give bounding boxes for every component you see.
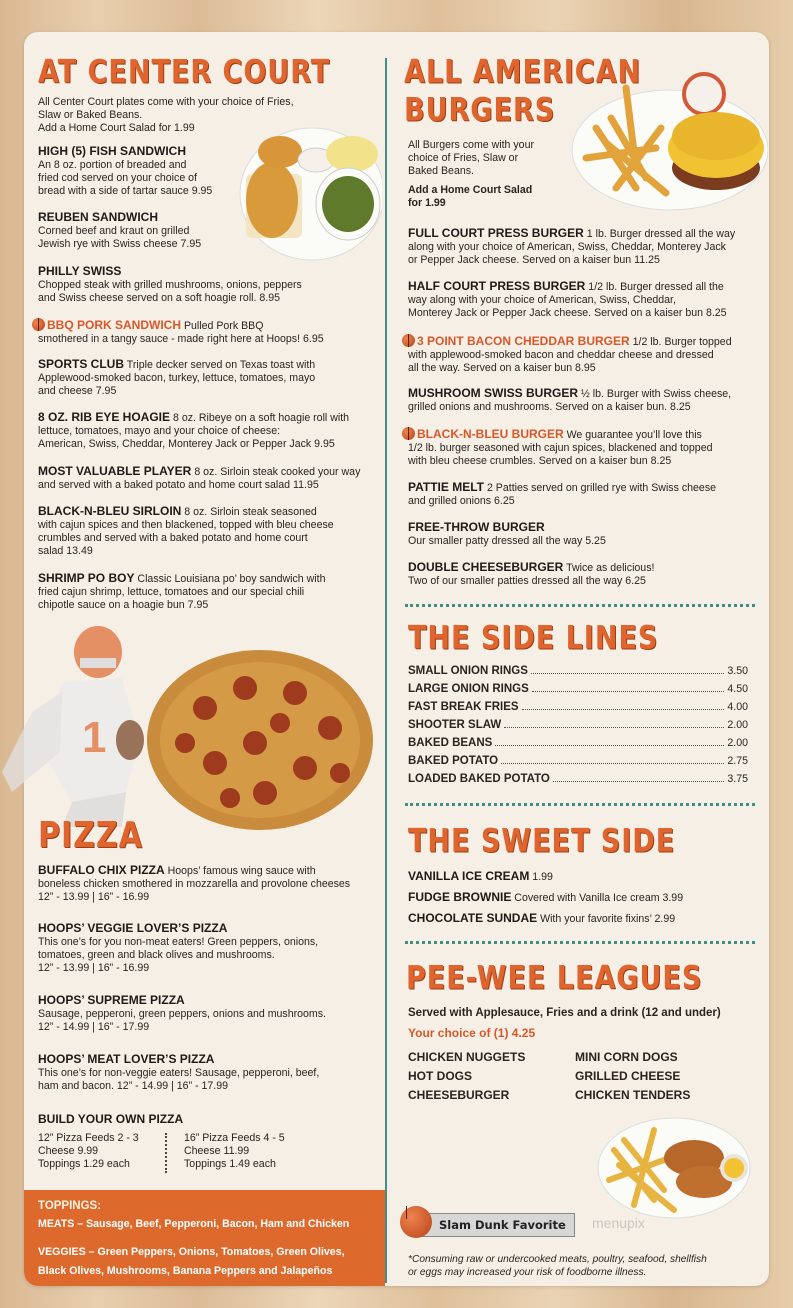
item-desc: 1.99 — [532, 871, 553, 883]
item-sports-club — [38, 358, 383, 398]
item-desc: grilled onions and mushrooms. Served on a kaiser bun. 8.25 — [408, 401, 691, 413]
item-name: BBQ PORK SANDWICH — [47, 318, 181, 332]
byo-title: BUILD YOUR OWN PIZZA — [38, 1112, 184, 1126]
basketball-icon — [402, 334, 415, 347]
item-desc: lettuce, tomatoes, mayo and your choice of cheese: — [38, 425, 281, 437]
item-desc: boneless chicken smothered in mozzarella and provolone cheeses — [38, 878, 351, 890]
item-desc: Sausage, pepperoni, green peppers, onions and mushrooms. — [38, 1008, 326, 1020]
byo-line: Toppings 1.49 each — [184, 1158, 276, 1170]
disclaimer-line: or eggs may increased your risk of foodborne illness. — [408, 1267, 647, 1278]
item-name: SPORTS CLUB — [38, 357, 125, 371]
item-name: HALF COURT PRESS BURGER — [408, 279, 586, 293]
item-desc: 2 Patties served on grilled rye with Swiss cheese — [486, 482, 717, 494]
basketball-icon — [402, 427, 415, 440]
item-meat-lover — [38, 1053, 383, 1093]
item-name: BUFFALO CHIX PIZZA — [38, 863, 165, 877]
side-row — [408, 737, 748, 749]
burger-plate-image — [566, 68, 768, 214]
item-rib-eye — [38, 411, 383, 451]
leader-dots — [531, 665, 724, 674]
toppings-meats: MEATS – Sausage, Beef, Pepperoni, Bacon, Ham and Chicken — [38, 1218, 350, 1230]
pee-wee-item: CHEESEBURGER — [408, 1088, 510, 1102]
side-row — [408, 719, 748, 731]
item-desc: Covered with Vanilla Ice cream 3.99 — [514, 892, 684, 904]
pee-wee-item: MINI CORN DOGS — [575, 1050, 678, 1064]
intro-line: Add a Home Court Salad — [408, 184, 533, 196]
item-desc: 8 oz. Sirloin steak cooked your way — [194, 466, 361, 478]
leader-dots — [501, 755, 724, 764]
item-desc: all the way. Served on a kaiser bun 8.95 — [408, 362, 596, 374]
item-fish-sandwich — [38, 145, 248, 198]
item-black-bleu-sirloin — [38, 505, 383, 558]
item-shrimp-po-boy — [38, 572, 383, 612]
side-name: SMALL ONION RINGS — [408, 665, 528, 677]
side-row — [408, 683, 748, 695]
item-desc: Monterey Jack or Pepper Jack cheese. Served on a kaiser bun 8.25 — [408, 307, 727, 319]
chicken-tenders-icon — [594, 1110, 754, 1222]
item-desc: and served with a baked potato and home court salad 11.95 — [38, 479, 319, 491]
item-desc: fried cod served on your choice of — [38, 172, 197, 184]
pee-wee-item: GRILLED CHEESE — [575, 1069, 681, 1083]
fish-plate-image — [236, 122, 382, 266]
toppings-veggies: Black Olives, Mushrooms, Banana Peppers and Jalapeños — [38, 1265, 333, 1277]
item-bbq-pork — [32, 318, 382, 346]
side-price: 4.50 — [727, 683, 748, 695]
item-desc: Hoops’ famous wing sauce with — [167, 865, 316, 877]
item-desc: This one’s for you non-meat eaters! Green peppers, onions, — [38, 936, 319, 948]
item-name: MUSHROOM SWISS BURGER — [408, 386, 579, 400]
side-price: 2.00 — [727, 719, 748, 731]
leader-dots — [522, 701, 725, 710]
item-desc: Two of our smaller patties dressed all the way 6.25 — [408, 575, 646, 587]
toppings-veggies: VEGGIES – Green Peppers, Onions, Tomatoes, Green Olives, — [38, 1246, 345, 1258]
intro-line: All Burgers come with your — [408, 139, 534, 151]
item-name: PHILLY SWISS — [38, 264, 122, 278]
item-pattie-melt — [408, 481, 768, 508]
jersey-number: 1 — [82, 713, 107, 762]
byo-line: Cheese 11.99 — [184, 1145, 250, 1157]
item-desc: Jewish rye with Swiss cheese 7.95 — [38, 238, 202, 250]
item-name: FUDGE BROWNIE — [408, 890, 512, 904]
item-desc: with applewood-smoked bacon and cheddar cheese and dressed — [408, 349, 714, 361]
item-desc: This one’s for non-veggie eaters! Sausage, pepperoni, beef, — [38, 1067, 320, 1079]
intro-line: choice of Fries, Slaw or — [408, 152, 519, 164]
leader-dots — [532, 683, 725, 692]
intro-line: for 1.99 — [408, 197, 446, 209]
item-name: HOOPS’ SUPREME PIZZA — [38, 993, 185, 1007]
section-divider — [405, 941, 755, 944]
side-lines-title: THE SIDE LINES — [408, 620, 659, 657]
side-row — [408, 701, 748, 713]
basketball-icon — [32, 318, 45, 331]
burgers-intro — [408, 139, 534, 178]
side-name: BAKED BEANS — [408, 737, 493, 749]
side-price: 2.00 — [727, 737, 748, 749]
item-desc: ½ lb. Burger with Swiss cheese, — [580, 388, 732, 400]
side-row — [408, 755, 748, 767]
byo-line: 12” Pizza Feeds 2 - 3 — [38, 1132, 139, 1144]
leader-dots — [553, 773, 725, 782]
leader-dots — [504, 719, 724, 728]
side-price: 4.00 — [727, 701, 748, 713]
item-desc: Chopped steak with grilled mushrooms, onions, peppers — [38, 279, 302, 291]
item-name: HIGH (5) FISH SANDWICH — [38, 144, 186, 158]
item-name: CHOCOLATE SUNDAE — [408, 911, 538, 925]
side-name: FAST BREAK FRIES — [408, 701, 519, 713]
item-bacon-cheddar — [402, 334, 768, 375]
disclaimer-line: *Consuming raw or undercooked meats, poultry, seafood, shellfish — [408, 1254, 707, 1265]
item-name: 3 POINT BACON CHEDDAR BURGER — [417, 334, 630, 348]
byo-line: Toppings 1.29 each — [38, 1158, 130, 1170]
item-desc: with bleu cheese crumbles. Served on a kaiser bun 8.25 — [408, 455, 672, 467]
basketball-icon — [400, 1206, 432, 1238]
item-mvp — [38, 465, 383, 492]
side-price: 2.75 — [727, 755, 748, 767]
pee-wee-item: HOT DOGS — [408, 1069, 473, 1083]
burgers-salad-note — [408, 184, 532, 210]
item-name: DOUBLE CHEESEBURGER — [408, 560, 564, 574]
chicken-tenders-image — [594, 1110, 754, 1222]
item-free-throw — [408, 521, 768, 548]
byo-pizza — [38, 1113, 383, 1127]
item-desc: and grilled onions 6.25 — [408, 495, 515, 507]
fish-plate-icon — [236, 122, 382, 266]
item-desc: and cheese 7.95 — [38, 385, 117, 397]
item-desc: with cajun spices and then blackened, topped with bleu cheese — [38, 519, 334, 531]
item-desc: 1/2 lb. Burger topped — [632, 336, 732, 348]
item-name: HOOPS’ VEGGIE LOVER’S PIZZA — [38, 921, 228, 935]
sweet-item — [408, 891, 768, 905]
item-desc: We guarantee you’ll love this — [566, 429, 702, 441]
item-desc: along with your choice of American, Swiss, Cheddar, Monterey Jack — [408, 241, 726, 253]
intro-line: All Center Court plates come with your choice of Fries, — [38, 96, 294, 108]
item-desc: 1/2 lb. Burger dressed all the — [588, 281, 724, 293]
slam-dunk-legend: Slam Dunk Favorite — [418, 1213, 575, 1237]
item-name: BLACK-N-BLEU SIRLOIN — [38, 504, 182, 518]
item-buffalo-chix — [38, 864, 383, 904]
item-desc: Corned beef and kraut on grilled — [38, 225, 190, 237]
item-veggie-lover — [38, 922, 383, 975]
item-desc: Twice as delicious! — [566, 562, 655, 574]
byo-divider — [165, 1133, 167, 1173]
byo-16-inch — [184, 1132, 314, 1171]
item-desc: An 8 oz. portion of breaded and — [38, 159, 187, 171]
side-price: 3.50 — [727, 665, 748, 677]
item-desc: Pulled Pork BBQ — [183, 320, 264, 332]
center-court-title: AT CENTER COURT — [38, 54, 331, 91]
item-desc: Our smaller patty dressed all the way 5.25 — [408, 535, 606, 547]
toppings-title: TOPPINGS: — [38, 1200, 102, 1212]
item-name: FULL COURT PRESS BURGER — [408, 226, 584, 240]
sweet-side-title: THE SWEET SIDE — [408, 823, 676, 860]
side-name: LARGE ONION RINGS — [408, 683, 529, 695]
side-row — [408, 665, 748, 677]
watermark: menupix — [592, 1215, 645, 1231]
item-desc: chipotle sauce on a hoagie bun 7.95 — [38, 599, 209, 611]
intro-line: Baked Beans. — [408, 165, 474, 177]
item-name: MOST VALUABLE PLAYER — [38, 464, 192, 478]
item-supreme — [38, 994, 383, 1034]
byo-line: 16” Pizza Feeds 4 - 5 — [184, 1132, 285, 1144]
item-desc: American, Swiss, Cheddar, Monterey Jack or Pepper Jack 9.95 — [38, 438, 335, 450]
item-desc: fried cajun shrimp, lettuce, tomatoes and our special chili — [38, 586, 305, 598]
pizza-image — [145, 648, 375, 833]
item-name: FREE-THROW BURGER — [408, 520, 545, 534]
section-divider — [405, 604, 755, 607]
item-desc: smothered in a tangy sauce - made right here at Hoops! 6.95 — [38, 333, 324, 345]
leader-dots — [495, 737, 724, 746]
disclaimer — [408, 1253, 768, 1279]
toppings-panel — [24, 1190, 385, 1286]
pee-wee-title: PEE-WEE LEAGUES — [406, 960, 703, 997]
pee-wee-item: CHICKEN TENDERS — [575, 1088, 691, 1102]
side-name: BAKED POTATO — [408, 755, 499, 767]
item-price: 12” - 13.99 | 16” - 16.99 — [38, 962, 150, 974]
item-desc: Classic Louisiana po’ boy sandwich with — [137, 573, 326, 585]
item-desc: 8 oz. Ribeye on a soft hoagie roll with — [172, 412, 350, 424]
pee-wee-item: CHICKEN NUGGETS — [408, 1050, 526, 1064]
intro-line: Slaw or Baked Beans. — [38, 109, 143, 121]
item-price: 12” - 14.99 | 16” - 17.99 — [38, 1021, 150, 1033]
pizza-icon — [145, 648, 375, 833]
byo-line: Cheese 9.99 — [38, 1145, 99, 1157]
item-desc: 8 oz. Sirloin steak seasoned — [184, 506, 317, 518]
intro-line: Add a Home Court Salad for 1.99 — [38, 122, 195, 134]
item-black-bleu-burger — [402, 427, 768, 468]
column-divider — [385, 58, 387, 1283]
item-desc: salad 13.49 — [38, 545, 93, 557]
side-row — [408, 773, 748, 785]
item-desc: Applewood-smoked bacon, turkey, lettuce, tomatoes, mayo — [38, 372, 316, 384]
section-divider — [405, 803, 755, 806]
item-name: PATTIE MELT — [408, 480, 484, 494]
burger-plate-icon — [566, 68, 768, 214]
item-name: HOOPS’ MEAT LOVER’S PIZZA — [38, 1052, 215, 1066]
pee-wee-served: Served with Applesauce, Fries and a drink (12 and under) — [408, 1007, 721, 1019]
side-price: 3.75 — [727, 773, 748, 785]
pee-wee-choice: Your choice of (1) 4.25 — [408, 1026, 536, 1040]
burgers-title-line1: ALL AMERICAN — [404, 54, 642, 91]
item-reuben — [38, 211, 248, 251]
item-desc: and Swiss cheese served on a soft hoagie roll. 8.95 — [38, 292, 281, 304]
item-philly — [38, 265, 383, 305]
pizza-title: PIZZA — [38, 815, 143, 857]
item-desc: way along with your choice of American, Swiss, Cheddar, — [408, 294, 676, 306]
item-desc: Triple decker served on Texas toast with — [126, 359, 316, 371]
sweet-item — [408, 870, 768, 884]
football-player-image — [2, 622, 152, 827]
item-name: SHRIMP PO BOY — [38, 571, 135, 585]
item-name: 8 OZ. RIB EYE HOAGIE — [38, 410, 171, 424]
item-half-court — [408, 280, 768, 320]
football-player-icon — [2, 622, 152, 827]
side-name: SHOOTER SLAW — [408, 719, 502, 731]
item-desc: tomatoes, green and black olives and mushrooms. — [38, 949, 275, 961]
burgers-title-line2: BURGERS — [404, 92, 556, 129]
item-desc: or Pepper Jack cheese. Served on a kaiser bun 11.25 — [408, 254, 660, 266]
item-name: VANILLA ICE CREAM — [408, 869, 530, 883]
item-desc: crumbles and served with a baked potato and home court — [38, 532, 308, 544]
item-name: REUBEN SANDWICH — [38, 210, 158, 224]
side-name: LOADED BAKED POTATO — [408, 773, 550, 785]
item-desc: ham and bacon. 12” - 14.99 | 16” - 17.99 — [38, 1080, 229, 1092]
sweet-item — [408, 912, 768, 926]
item-full-court — [408, 227, 768, 267]
item-name: BLACK-N-BLEU BURGER — [417, 427, 564, 441]
item-desc: bread with a side of tartar sauce 9.95 — [38, 185, 213, 197]
item-double-cheeseburger — [408, 561, 768, 588]
item-price: 12” - 13.99 | 16” - 16.99 — [38, 891, 150, 903]
item-desc: 1/2 lb. burger seasoned with cajun spices, blackened and topped — [408, 442, 713, 454]
byo-12-inch — [38, 1132, 168, 1171]
item-desc: 1 lb. Burger dressed all the way — [586, 228, 736, 240]
item-desc: With your favorite fixins’ 2.99 — [540, 913, 676, 925]
item-mushroom-swiss — [408, 387, 768, 414]
